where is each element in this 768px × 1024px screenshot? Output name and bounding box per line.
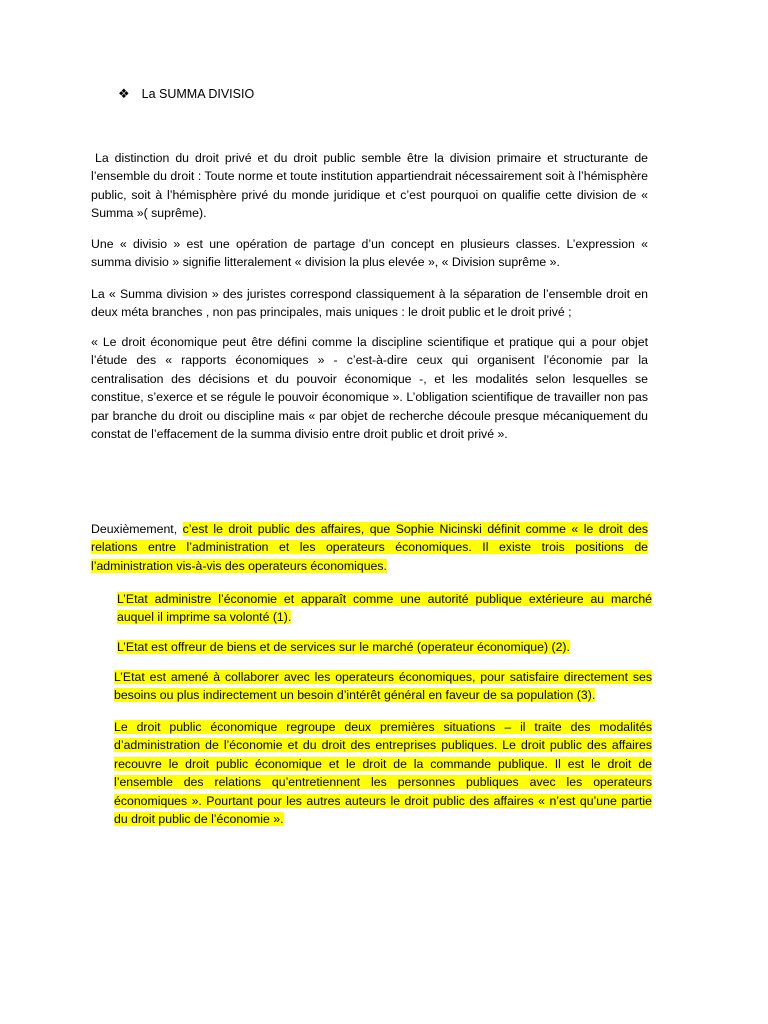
- highlighted-text: L’Etat est offreur de biens et de services sur le marché (operateur économique) (2).: [117, 640, 570, 654]
- section-title: La SUMMA DIVISIO: [141, 87, 255, 101]
- paragraph-droit-public-economique: [114, 718, 652, 828]
- section-heading: [118, 86, 254, 102]
- paragraph-position-2: [117, 638, 652, 656]
- paragraph-deuxiemement: [91, 520, 648, 575]
- highlighted-text: L’Etat est amené à collaborer avec les operateurs économiques, pour satisfaire directement ses besoins ou plus indirectement un besoin d’intérêt général en faveur de sa population (3).: [114, 670, 652, 703]
- paragraph-position-3: [114, 668, 652, 705]
- diamond-bullet-icon: ❖: [118, 86, 130, 101]
- highlighted-text: L’Etat administre l’économie et apparaît comme une autorité publique extérieure au marché auquel il imprime sa volonté (1).: [117, 592, 652, 625]
- highlighted-text: Le droit public économique regroupe deux premières situations – il traite des modalités d’administration de l’économie et du droit des entreprises publiques. Le droit public des affaires recouvre le droit public économique et le droit de la commande publique. Il est le droit de l’ensemble des relations qu’entretiennent les personnes publiques avec les operateurs économiques ». Pourtant pour les autres auteurs le droit public des affaires « n’est qu’une partie du droit public de l’économie ».: [114, 720, 652, 827]
- paragraph-divisio: Une « divisio » est une opération de partage d’un concept en plusieurs classes. L’expression « summa divisio » signifie litteralement « division la plus elevée », « Division suprême ».: [91, 237, 648, 270]
- paragraph-position-1: [117, 590, 652, 627]
- paragraph-summa-division: La « Summa division » des juristes correspond classiquement à la séparation de l’ensemble droit en deux méta branches , non pas principales, mais uniques : le droit public et le droit privé ;: [91, 287, 648, 320]
- paragraph-deuxiemement-lead: Deuxièmement,: [91, 522, 183, 536]
- highlighted-text: c’est le droit public des affaires, que Sophie Nicinski définit comme « le droit des relations entre l’administration et les operateurs économiques. Il existe trois positions de l’administration vis-à-vis des operateurs économiques.: [91, 522, 648, 573]
- paragraph-distinction: La distinction du droit privé et du droit public semble être la division primaire et structurante de l’ensemble du droit : Toute norme et toute institution appartiendrait nécessairement soit à l’hémisphère public, soit à l’hémisphère privé du monde juridique et c’est pourquoi on qualifie cette division de « Summa »( suprême).: [91, 151, 648, 221]
- paragraph-droit-economique: « Le droit économique peut être défini comme la discipline scientifique et pratique qui a pour objet l’étude des « rapports économiques » - c’est-à-dire ceux qui organisent l’économie par la centralisation des décisions et du pouvoir économique -, et les modalités selon lesquelles se constitue, s’exerce et se régule le pouvoir économique ». L’obligation scientifique de travailler non pas par branche du droit ou discipline mais « par objet de recherche découle presque mécaniquement du constat de l’effacement de la summa divisio entre droit public et droit privé ».: [91, 335, 648, 442]
